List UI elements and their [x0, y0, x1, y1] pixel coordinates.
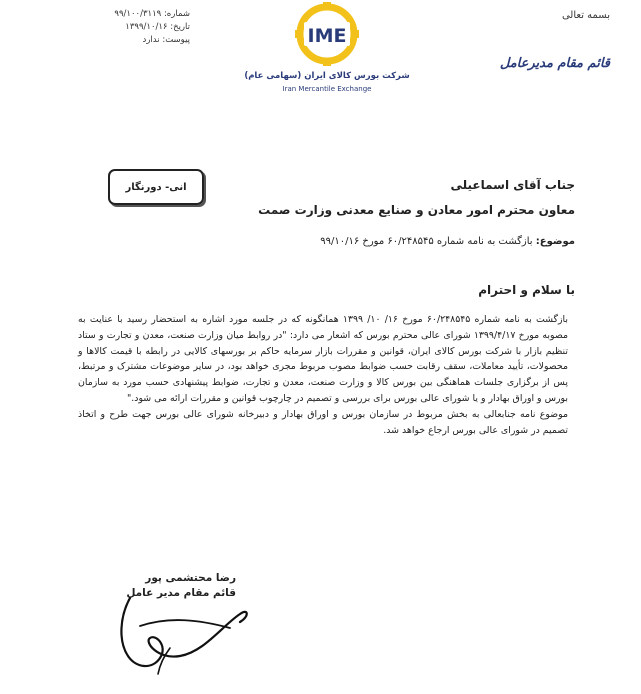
logo-name-fa: شرکت بورس کالای ایران (سهامی عام): [244, 71, 410, 81]
letter-date-row: [50, 21, 190, 34]
signature-icon: [100, 586, 260, 676]
fax-sticker: انی- دورنگار: [108, 169, 204, 205]
letter-attachment-label: پیوست:: [162, 35, 190, 45]
logo-mark-text: IME: [307, 25, 347, 47]
letter-attachment-value: ندارد: [142, 35, 160, 45]
letter-attachment-row: [50, 34, 190, 47]
letter-number-row: [50, 8, 190, 21]
letter-meta: [50, 8, 190, 47]
letter-number-value: ۹۹/۱۰۰/۳۱۱۹: [114, 9, 162, 19]
greeting: با سلام و احترام: [478, 283, 575, 297]
letter-date-label: تاریخ:: [170, 22, 190, 32]
letter-date-value: ۱۳۹۹/۱۰/۱۶: [125, 22, 168, 32]
letter-number-label: شماره:: [163, 9, 190, 19]
ime-logo-icon: [244, 2, 410, 102]
signer-title: قائم مقام مدیر عامل: [126, 587, 236, 599]
subject-text: بازگشت به نامه شماره ۶۰/۲۴۸۵۴۵ مورخ ۹۹/۱۰/۱۶: [320, 236, 533, 247]
logo-name-en: Iran Mercantile Exchange: [282, 85, 372, 93]
signer-name: رضا محتشمی پور: [145, 572, 236, 584]
letter-body: [78, 312, 568, 438]
handwritten-signature: [100, 586, 260, 676]
subject-label: موضوع:: [535, 236, 575, 247]
besmellah: بسمه تعالی: [561, 10, 610, 21]
recipient-title: معاون محترم امور معادن و صنایع معدنی وزارت صمت: [258, 203, 575, 217]
ceo-office-stamp: قائم مقام مدیرعامل: [499, 56, 610, 71]
body-paragraph-2: موضوع نامه جنابعالی به بخش مربوط در سازمان بورس و اوراق بهادار و دبیرخانه شورای عالی بورس جهت طرح و اتخاذ تصمیم در شورای عالی بورس ارجاع خواهد شد.: [78, 408, 568, 436]
subject-line: [320, 236, 575, 247]
body-paragraph-1: بازگشت به نامه شماره ۶۰/۲۴۸۵۴۵ مورخ ۱۶/ ۱۰/ ۱۳۹۹ همانگونه که در جلسه مورد اشاره به استحضار رسید با عنایت به مصوبه مورخ ۱۳۹۹/۴/۱۷ شورای عالی محترم بورس که اشعار می دارد: "در روابط میان وزارت صنعت، معدن و تجارت و ستاد تنظیم بازار با شرکت بورس کالای ایران، قوانین و مقررات بازار سرمایه حاکم بر بورسهای کالایی در رابطه با قیمت کالاها و محصولات، تأیید معاملات، سقف رقابت حسب ضوابط مصوب مربوط مجری خواهد بود، در سایر موضوعات مشترک و مرتبط، پس از برگزاری جلسات هماهنگی بین بورس کالا و وزارت صنعت، معدن و تجارت، ضوابط پیشنهادی حسب مورد به سازمان بورس و اوراق بهادار و یا شورای عالی بورس برای بررسی و تصمیم در چارچوب قوانین و مقررات ارائه می شود.": [78, 314, 568, 404]
recipient-name: جناب آقای اسماعیلی: [450, 178, 575, 192]
ime-logo: [244, 2, 410, 102]
